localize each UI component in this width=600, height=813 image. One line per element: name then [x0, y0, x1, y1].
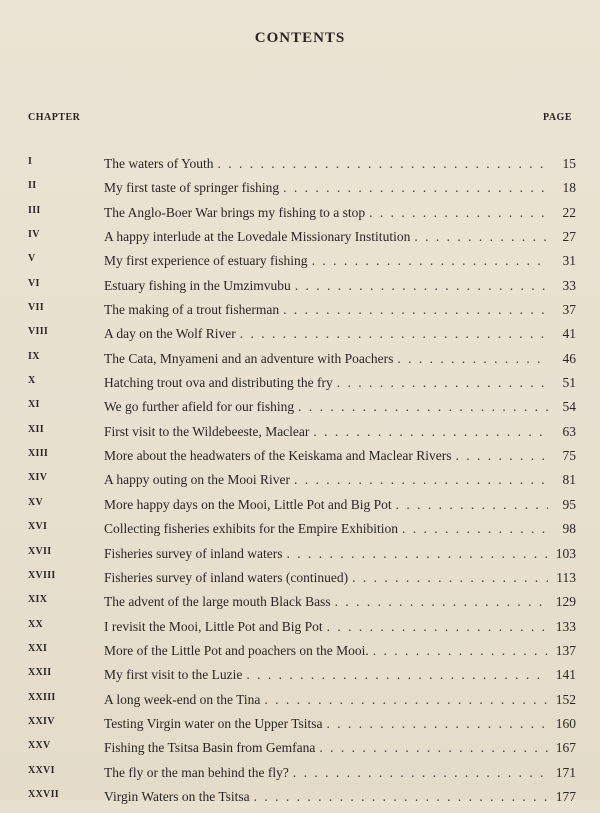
- chapter-title: More happy days on the Mooi, Little Pot and Big Pot: [104, 496, 392, 512]
- page-number: 141: [555, 667, 576, 683]
- page-number: 18: [562, 180, 576, 196]
- chapter-title: We go further afield for our fishing: [104, 399, 295, 415]
- toc-row: [0, 326, 600, 350]
- page-number: 137: [555, 642, 576, 658]
- toc-entry: [104, 278, 576, 294]
- chapter-title: A happy outing on the Mooi River: [104, 472, 290, 488]
- dot-leader: [396, 497, 548, 513]
- chapter-title: Hatching trout ova and distributing the fry: [104, 375, 333, 391]
- toc-row: [0, 424, 600, 448]
- chapter-title: Estuary fishing in the Umzimvubu: [104, 277, 291, 293]
- page-number: 75: [562, 448, 576, 464]
- chapter-title: Fishing the Tsitsa Basin from Gemfana: [104, 740, 316, 756]
- toc-row: [0, 521, 600, 545]
- toc-row: [0, 278, 600, 302]
- chapter-title: More about the headwaters of the Keiskama and Maclear Rivers: [104, 448, 452, 464]
- toc-entry: [104, 619, 576, 635]
- dot-leader: [254, 789, 548, 805]
- chapter-number: XVI: [28, 521, 48, 533]
- toc-row: [0, 375, 600, 399]
- chapter-title: More of the Little Pot and poachers on the Mooi.: [104, 642, 369, 658]
- dot-leader: [295, 278, 548, 294]
- chapter-title: Virgin Waters on the Tsitsa: [104, 788, 250, 804]
- dot-leader: [286, 546, 548, 562]
- toc-row: [0, 643, 600, 667]
- chapter-title: The Cata, Mnyameni and an adventure with Poachers: [104, 350, 394, 366]
- dot-leader: [312, 253, 548, 269]
- page-number: 33: [562, 277, 576, 293]
- dot-leader: [240, 326, 548, 342]
- toc-row: [0, 399, 600, 423]
- chapter-title: My first visit to the Luzie: [104, 667, 243, 683]
- chapter-number: XXI: [28, 642, 48, 654]
- page-column-header: PAGE: [542, 112, 572, 123]
- page-number: 22: [562, 204, 576, 220]
- toc-entry: [104, 765, 576, 781]
- page-number: 113: [556, 569, 576, 585]
- page-number: 171: [555, 764, 576, 780]
- page-number: 15: [562, 156, 576, 171]
- toc-row: [0, 351, 600, 375]
- toc-row: [0, 180, 600, 204]
- dot-leader: [293, 765, 548, 781]
- toc-row: [0, 789, 600, 813]
- toc-row: [0, 156, 600, 180]
- page-number: 129: [555, 594, 576, 610]
- toc-entry: [104, 424, 576, 440]
- toc-entry: [104, 156, 576, 172]
- chapter-title: A happy interlude at the Lovedale Missionary Institution: [104, 229, 411, 245]
- toc-entry: [104, 716, 576, 732]
- dot-leader: [352, 570, 548, 586]
- chapter-number: XIV: [28, 472, 48, 484]
- chapter-title: The advent of the large mouth Black Bass: [104, 594, 331, 610]
- chapter-number: VI: [28, 277, 40, 289]
- page-number: 51: [562, 375, 576, 391]
- dot-leader: [327, 619, 548, 635]
- toc-entry: [104, 789, 576, 805]
- dot-leader: [456, 448, 549, 464]
- toc-entry: [104, 253, 576, 269]
- toc-row: [0, 205, 600, 229]
- chapter-title: First visit to the Wildebeeste, Maclear: [104, 423, 310, 439]
- toc-entry: [104, 667, 576, 683]
- chapter-title: Fisheries survey of inland waters (continued): [104, 569, 349, 585]
- chapter-number: XXV: [28, 740, 51, 752]
- page-number: 95: [562, 496, 576, 512]
- chapter-title: My first taste of springer fishing: [104, 180, 280, 196]
- dot-leader: [327, 716, 548, 732]
- toc-entry: [104, 302, 576, 318]
- dot-leader: [264, 692, 548, 708]
- toc-row: [0, 546, 600, 570]
- chapter-number: I: [28, 156, 33, 167]
- chapter-title: The making of a trout fisherman: [104, 302, 280, 318]
- toc-entry: [104, 740, 576, 756]
- chapter-number: V: [28, 253, 36, 265]
- chapter-number: II: [28, 180, 37, 192]
- toc-entry: [104, 326, 576, 342]
- page-number: 37: [562, 302, 576, 318]
- chapter-number: VII: [28, 302, 44, 314]
- toc-entry: [104, 399, 576, 415]
- toc-row: [0, 765, 600, 789]
- chapter-number: XXVII: [28, 788, 59, 800]
- chapter-title: Fisheries survey of inland waters: [104, 545, 283, 561]
- chapter-title: A long week-end on the Tina: [104, 691, 261, 707]
- toc-row: [0, 302, 600, 326]
- chapter-number: XVII: [28, 545, 52, 557]
- page-number: 152: [555, 691, 576, 707]
- dot-leader: [373, 643, 548, 659]
- chapter-number: XXIII: [28, 691, 56, 703]
- toc-entry: [104, 375, 576, 391]
- chapter-number: IV: [28, 229, 40, 241]
- chapter-title: The waters of Youth: [104, 156, 214, 171]
- chapter-title: Testing Virgin water on the Upper Tsitsa: [104, 715, 323, 731]
- table-of-contents: [0, 156, 600, 813]
- page-number: 133: [555, 618, 576, 634]
- dot-leader: [298, 399, 548, 415]
- page-number: 160: [555, 715, 576, 731]
- dot-leader: [313, 424, 548, 440]
- toc-entry: [104, 180, 576, 196]
- page-number: 54: [562, 399, 576, 415]
- dot-leader: [218, 156, 549, 172]
- toc-row: [0, 448, 600, 472]
- page-number: 27: [562, 229, 576, 245]
- chapter-number: XIII: [28, 448, 49, 460]
- chapter-title: I revisit the Mooi, Little Pot and Big Pot: [104, 618, 323, 634]
- toc-entry: [104, 497, 576, 513]
- chapter-title: Collecting fisheries exhibits for the Empire Exhibition: [104, 521, 398, 537]
- toc-row: [0, 619, 600, 643]
- toc-entry: [104, 570, 576, 586]
- page-number: 167: [555, 740, 576, 756]
- page-title: CONTENTS: [254, 30, 346, 46]
- page-number: 81: [562, 472, 576, 488]
- chapter-number: XXIV: [28, 715, 55, 727]
- toc-entry: [104, 594, 576, 610]
- page-number: 63: [562, 423, 576, 439]
- dot-leader: [294, 472, 548, 488]
- chapter-number: XXII: [28, 667, 52, 679]
- toc-row: [0, 570, 600, 594]
- chapter-title: A day on the Wolf River: [104, 326, 236, 342]
- dot-leader: [246, 667, 548, 683]
- toc-row: [0, 594, 600, 618]
- dot-leader: [335, 594, 548, 610]
- toc-entry: [104, 472, 576, 488]
- toc-entry: [104, 546, 576, 562]
- page-number: 98: [562, 521, 576, 537]
- page-number: 41: [562, 326, 576, 342]
- chapter-number: VIII: [28, 326, 49, 338]
- toc-row: [0, 229, 600, 253]
- chapter-number: IX: [28, 350, 40, 362]
- chapter-number: XIX: [28, 594, 48, 606]
- dot-leader: [283, 180, 548, 196]
- dot-leader: [319, 740, 548, 756]
- toc-entry: [104, 229, 576, 245]
- chapter-number: XI: [28, 399, 40, 411]
- toc-entry: [104, 692, 576, 708]
- dot-leader: [414, 229, 548, 245]
- dot-leader: [369, 205, 548, 221]
- chapter-number: XVIII: [28, 569, 56, 581]
- toc-row: [0, 692, 600, 716]
- chapter-number: XXVI: [28, 764, 55, 776]
- dot-leader: [337, 375, 548, 391]
- chapter-number: XII: [28, 423, 44, 435]
- toc-entry: [104, 351, 576, 367]
- page-number: 31: [562, 253, 576, 269]
- toc-entry: [104, 643, 576, 659]
- toc-entry: [104, 521, 576, 537]
- chapter-number: XV: [28, 496, 44, 508]
- page-number: 177: [555, 788, 576, 804]
- dot-leader: [283, 302, 548, 318]
- chapter-title: My first experience of estuary fishing: [104, 253, 308, 269]
- chapter-number: X: [28, 375, 36, 387]
- chapter-number: III: [28, 204, 41, 216]
- page-number: 103: [555, 545, 576, 561]
- chapter-number: XX: [28, 618, 44, 630]
- toc-row: [0, 667, 600, 691]
- toc-row: [0, 472, 600, 496]
- toc-entry: [104, 448, 576, 464]
- dot-leader: [397, 351, 548, 367]
- toc-row: [0, 497, 600, 521]
- toc-row: [0, 253, 600, 277]
- toc-entry: [104, 205, 576, 221]
- chapter-title: The Anglo-Boer War brings my fishing to a stop: [104, 204, 366, 220]
- toc-row: [0, 740, 600, 764]
- dot-leader: [402, 521, 548, 537]
- page-number: 46: [562, 350, 576, 366]
- chapter-title: The fly or the man behind the fly?: [104, 764, 289, 780]
- toc-row: [0, 716, 600, 740]
- chapter-column-header: CHAPTER: [28, 112, 81, 123]
